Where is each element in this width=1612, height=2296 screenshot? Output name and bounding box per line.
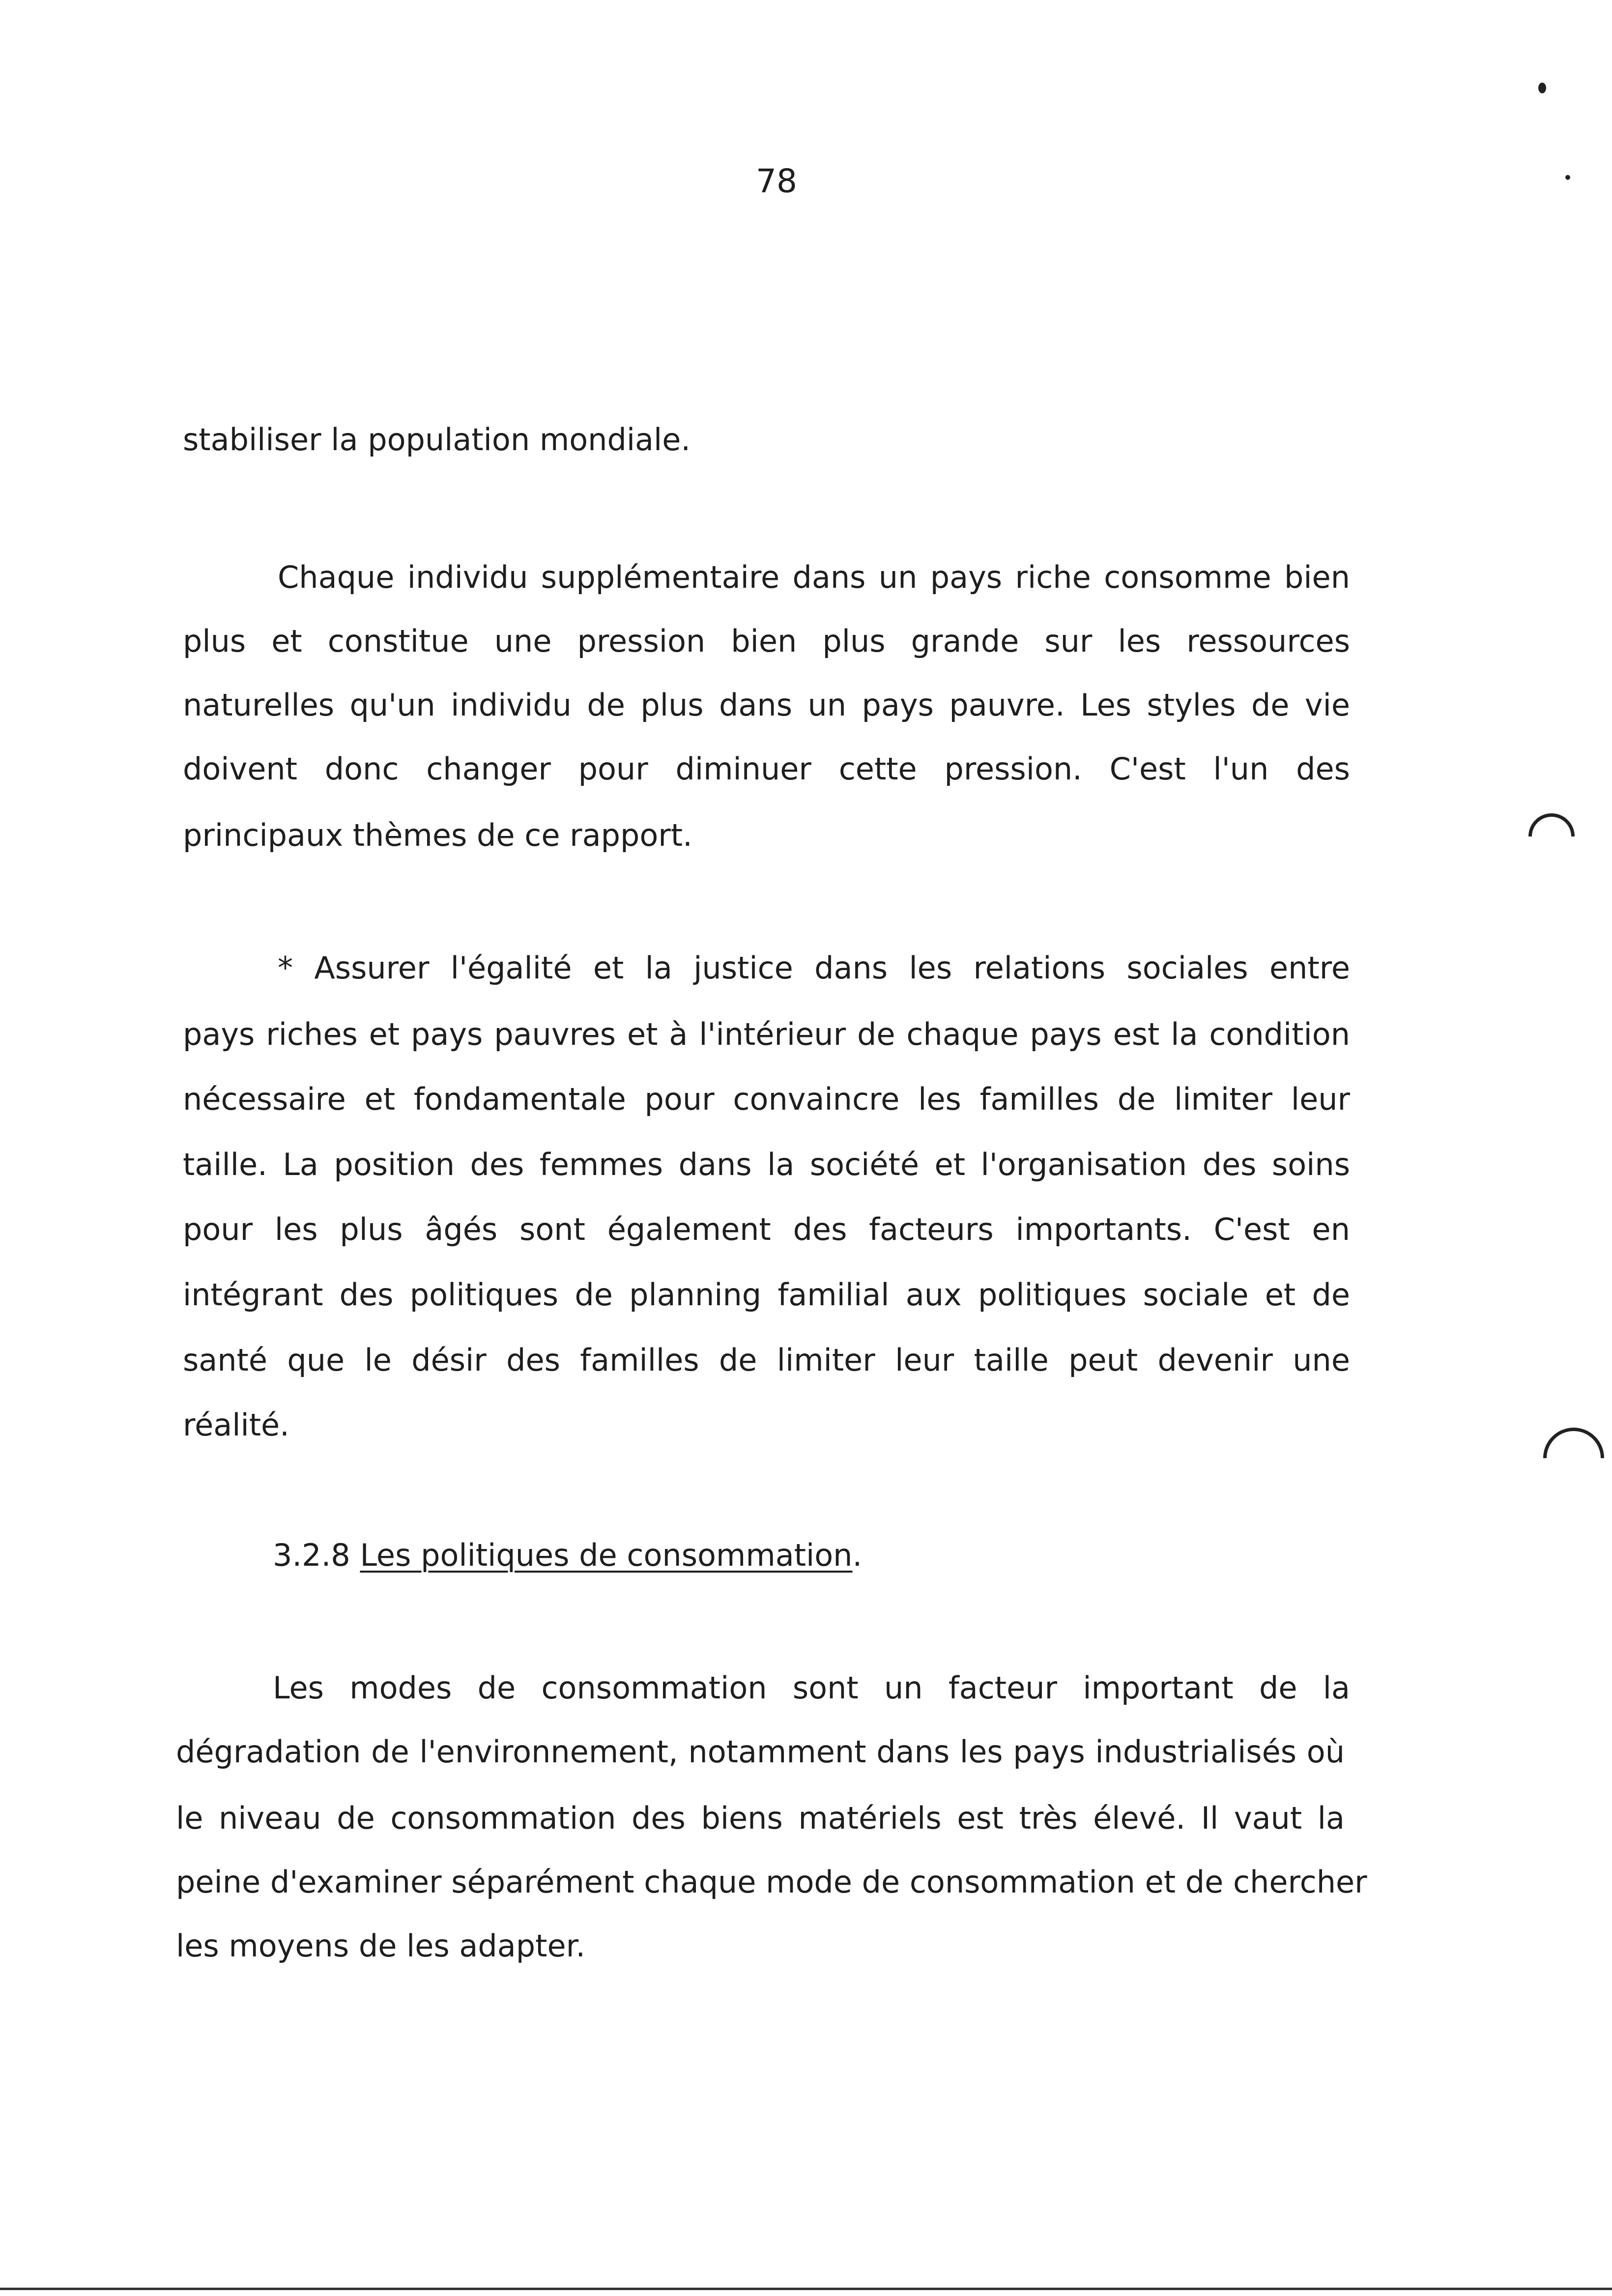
text-line: stabiliser la population mondiale. (183, 422, 691, 458)
text-line: santé que le désir des familles de limiter leur taille peut devenir une (183, 1342, 1350, 1378)
text-line: intégrant des politiques de planning familial aux politiques sociale et de (183, 1277, 1350, 1313)
text-line: les moyens de les adapter. (176, 1928, 586, 1964)
page-number: 78 (756, 162, 797, 200)
text-line: peine d'examiner séparément chaque mode de consommation et de chercher (176, 1864, 1367, 1900)
text-line: plus et constitue une pression bien plus grande sur les ressources (183, 623, 1350, 659)
scan-speck (1565, 175, 1570, 180)
text-line: Les modes de consommation sont un facteur important de la (273, 1670, 1350, 1706)
text-line: pays riches et pays pauvres et à l'intérieur de chaque pays est la condition (183, 1016, 1350, 1052)
scan-speck (1538, 83, 1546, 93)
text-line: principaux thèmes de ce rapport. (183, 817, 692, 853)
text-line: * Assurer l'égalité et la justice dans les relations sociales entre (278, 950, 1350, 986)
section-number: 3.2.8 (273, 1537, 350, 1573)
scan-edge-rule (0, 2288, 1612, 2290)
text-line: réalité. (183, 1407, 289, 1443)
section-heading (273, 1536, 961, 1575)
text-line: taille. La position des femmes dans la société et l'organisation des soins (183, 1147, 1350, 1182)
text-line: naturelles qu'un individu de plus dans un pays pauvre. Les styles de vie (183, 687, 1350, 723)
text-line: dégradation de l'environnement, notamment dans les pays industrialisés où (176, 1734, 1345, 1770)
section-title-end: . (852, 1537, 863, 1573)
scan-binding-mark (1530, 1415, 1612, 1501)
text-line: le niveau de consommation des biens matériels est très élevé. Il vaut la (176, 1800, 1345, 1836)
section-title: Les politiques de consommation (360, 1537, 853, 1573)
text-line: Chaque individu supplémentaire dans un pays riche consomme bien (278, 559, 1350, 595)
scan-binding-mark (1519, 804, 1584, 869)
text-line: nécessaire et fondamentale pour convaincre les familles de limiter leur (183, 1081, 1350, 1117)
text-line: doivent donc changer pour diminuer cette pression. C'est l'un des (183, 751, 1350, 787)
text-line: pour les plus âgés sont également des facteurs importants. C'est en (183, 1211, 1350, 1247)
